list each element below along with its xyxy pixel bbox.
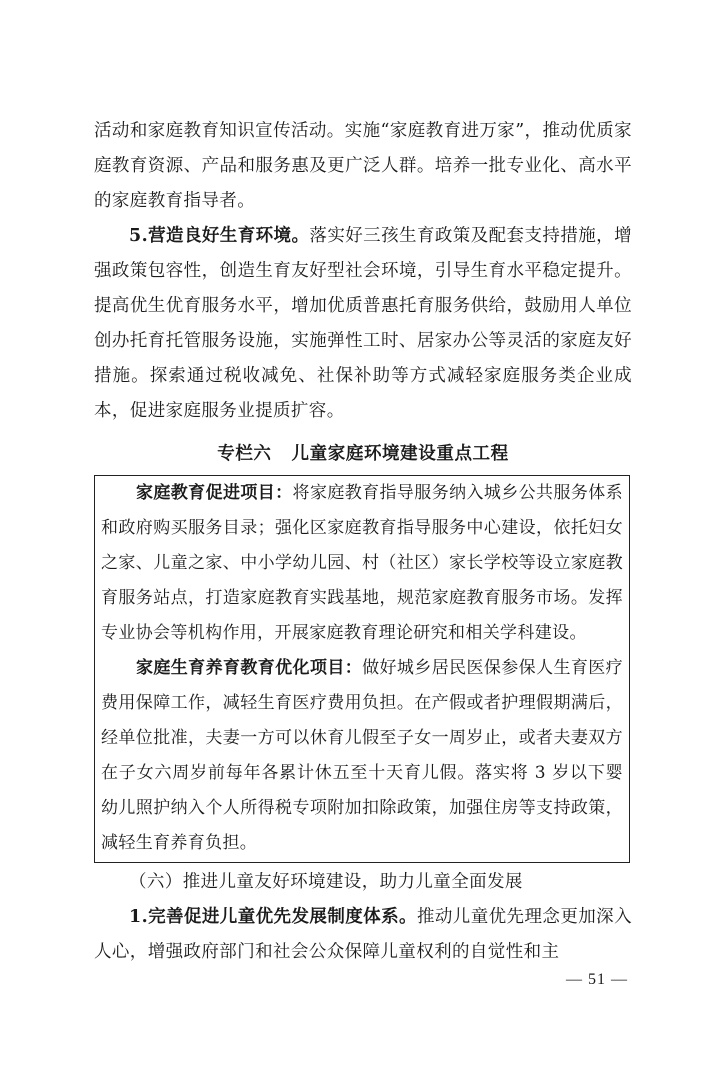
box-item-heading: 家庭生育养育教育优化项目： — [136, 658, 363, 678]
box-item-text: 做好城乡居民医保参保人生育医疗费用保障工作，减轻生育医疗费用负担。在产假或者护理假期满后，经单位批准，夫妻一方可以休育儿假至子女一周岁止，或者夫妻双方在子女六周岁前每年各累计休五至十天育儿假。落实将 3 岁以下婴幼儿照护纳入个人所得税专项附加扣除政策，加强住房等支持政策，减轻生育养育负担。 — [101, 658, 623, 853]
box-item-family-education — [101, 476, 623, 651]
box-title-prefix: 专栏六 — [217, 444, 272, 464]
paragraph-text: 活动和家庭教育知识宣传活动。实施“家庭教育进万家”，推动优质家庭教育资源、产品和服务惠及更广泛人群。培养一批专业化、高水平的家庭教育指导者。 — [94, 121, 632, 211]
box-title — [94, 437, 632, 472]
paragraph-text: 推动儿童优先理念更加深入人心，增强政府部门和社会公众保障儿童权利的自觉性和主 — [94, 907, 632, 962]
paragraph-fertility-environment — [94, 219, 632, 429]
section-heading: （六）推进儿童友好环境建设，助力儿童全面发展 — [129, 872, 523, 892]
box-title-text: 儿童家庭环境建设重点工程 — [291, 444, 509, 464]
box-item-heading: 家庭教育促进项目： — [136, 483, 293, 503]
paragraph-text: 落实好三孩生育政策及配套支持措施，增强政策包容性，创造生育友好型社会环境，引导生育水平稳定提升。提高优生优育服务水平，增加优质普惠托育服务供给，鼓励用人单位创办托育托管服务设施，实施弹性工时、居家办公等灵活的家庭友好措施。探索通过税收减免、社保补助等方式减轻家庭服务类企业成本，促进家庭服务业提质扩容。 — [94, 226, 632, 421]
paragraph-heading: 1.完善促进儿童优先发展制度体系。 — [129, 907, 417, 927]
box-item-fertility-optimization — [101, 651, 623, 861]
box-item-text: 将家庭教育指导服务纳入城乡公共服务体系和政府购买服务目录；强化区家庭教育指导服务中心建设，依托妇女之家、儿童之家、中小学幼儿园、村（社区）家长学校等设立家庭教育服务站点，打造家庭教育实践基地，规范家庭教育服务市场。发挥专业协会等机构作用，开展家庭教育理论研究和相关学科建设。 — [101, 483, 623, 643]
feature-box — [94, 475, 630, 863]
paragraph-child-priority-system — [94, 900, 632, 970]
page-number: — 51 — — [566, 971, 628, 988]
page-content — [94, 114, 632, 970]
paragraph-heading: 5.营造良好生育环境。 — [129, 226, 310, 246]
paragraph-family-education-promotion — [94, 114, 632, 219]
